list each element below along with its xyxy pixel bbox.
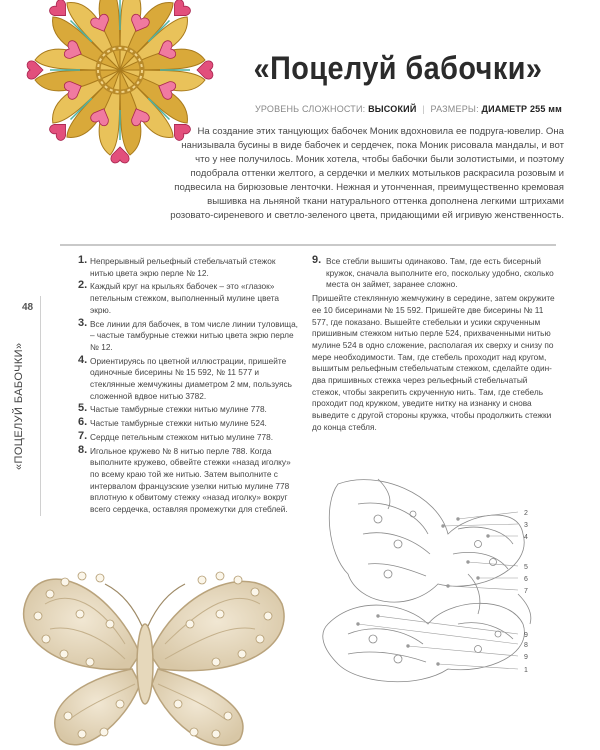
- meta-separator: |: [422, 104, 425, 114]
- step-number: 9.: [312, 254, 322, 266]
- step-text: Все стебли вышиты одинаково. Там, где есть бисерный кружок, сначала выполните его, поскольку удобно, сколько места он займет, заранее сложно.: [326, 256, 554, 290]
- page-number: 48: [22, 302, 34, 313]
- diagram-label: 9: [524, 632, 528, 639]
- step-number: 2.: [78, 279, 88, 292]
- steps-left-column: [78, 256, 300, 518]
- step-item: [78, 256, 300, 279]
- step-text: Частые тамбурные стежки нитью мулине 524.: [90, 418, 267, 429]
- level-value: ВЫСОКИЙ: [368, 104, 417, 114]
- size-value: ДИАМЕТР 255 мм: [481, 104, 562, 114]
- project-meta: [255, 104, 562, 114]
- section-divider: [60, 244, 556, 246]
- step-number: 4.: [78, 353, 88, 366]
- instruction-paragraph: Пришейте стеклянную жемчужину в середине, затем окружите ее 10 бисеринами № 15 592. Пришейте две бисерины № 11 577, где показано. Вышейте стебельки и усики скрученным пришивным стежком нитью перле 524, прихваченными нитью мулине 524 в одно сложение, располагая их сверху и снизу по мере необходимости. Там, где стебель проходит над кругом, вышитым рельефным стебельчатым стежком, сделайте один-два пришивных стежка через рельефный стебельчатый стежок, чтобы закрепить скрученную нить. Там, где стебель проходит под кружком, уведите нитку на изнанку и снова выведите с другой стороны кружка, чтобы продолжить стежки до конца стебля.: [312, 293, 555, 432]
- page-title: «Поцелуй бабочки»: [253, 50, 543, 86]
- intro-text: [170, 125, 564, 223]
- level-label: УРОВЕНЬ СЛОЖНОСТИ:: [254, 104, 366, 114]
- step-item: [78, 404, 300, 416]
- step-text: Непрерывный рельефный стебельчатый стежок нитью цвета экрю перле № 12.: [90, 256, 276, 278]
- diagram-label: 3: [524, 522, 528, 529]
- step-text: Сердце петельным стежком нитью мулине 778.: [90, 431, 274, 442]
- step-text: Каждый круг на крыльях бабочек – это «глазок» петельным стежком, выполненный мулине цвета экрю.: [90, 281, 280, 315]
- diagram-label: 9: [524, 654, 528, 661]
- step-item: [312, 256, 556, 291]
- step-item: [78, 418, 300, 430]
- diagram-label: 7: [524, 588, 528, 595]
- diagram-label: 6: [524, 576, 528, 583]
- step-text: Игольное кружево № 8 нитью перле 788. Когда выполните кружево, обвейте стежки «назад иголку» по всему краю той же нитью. Затем выполните с интервалом французские узелки нитью мулине 778 вплотную к обвитому стежку «назад иголку» вокруг всего сердечка, оставляя промежутки для стеблей.: [90, 445, 291, 515]
- diagram-label: 5: [524, 564, 528, 571]
- step-text: Частые тамбурные стежки нитью мулине 778.: [90, 404, 267, 415]
- step-item: [78, 353, 300, 403]
- step-item: [78, 281, 300, 316]
- diagram-drawing: [318, 474, 570, 692]
- diagram-label: 8: [524, 642, 528, 649]
- step-text: Все линии для бабочек, в том числе линии туловища, – частые тамбурные стежки нитью цвета экрю перле № 12.: [90, 318, 298, 352]
- step-number: 8.: [78, 443, 88, 456]
- step-item: [78, 443, 300, 516]
- diagram-label: 4: [524, 534, 528, 541]
- side-divider: [40, 296, 41, 516]
- diagram-label: 2: [524, 510, 528, 517]
- step-number: 6.: [78, 416, 88, 429]
- steps-right-column: [312, 256, 556, 434]
- step-number: 1.: [78, 254, 88, 266]
- step-number: 5.: [78, 402, 88, 415]
- side-running-title: «ПОЦЕЛУЙ БАБОЧКИ»: [13, 342, 25, 470]
- size-label: РАЗМЕРЫ:: [430, 104, 479, 114]
- step-number: 7.: [78, 429, 88, 442]
- step-item: [78, 316, 300, 354]
- step-text: Ориентируясь по цветной иллюстрации, пришейте одиночные бисерины № 15 592, № 11 577 и стеклянные жемчужины диаметром 2 мм, пользуясь сложенной вдвое нитью 3782.: [90, 355, 292, 401]
- embroidered-butterfly-photo: [20, 544, 290, 750]
- step-number: 3.: [78, 316, 88, 329]
- intro-paragraph: На создание этих танцующих бабочек Моник вдохновила ее подруга-ювелир. Она нанизывала бусины в виде бабочек и сердечек, пока Моник рисовала мандалы, и вот что у нее получилось. Моник хотела, чтобы бабочки были золотистыми, и поэтому подобрала оттенки желтого, а сердечки и мелких мотыльков раскрасила розовым и подвесила на бирюзовые ленточки. Нежная и утонченная, преимущественно кремовая вышивка на льняной ткани натурального оттенка дополнена легкими штрихами розовато-сиреневого и светло-зеленого цвета, придающими ей игривую женственность.: [170, 126, 564, 221]
- stitch-diagram: [318, 474, 570, 692]
- diagram-label: 1: [524, 667, 528, 674]
- step-item: [78, 429, 300, 444]
